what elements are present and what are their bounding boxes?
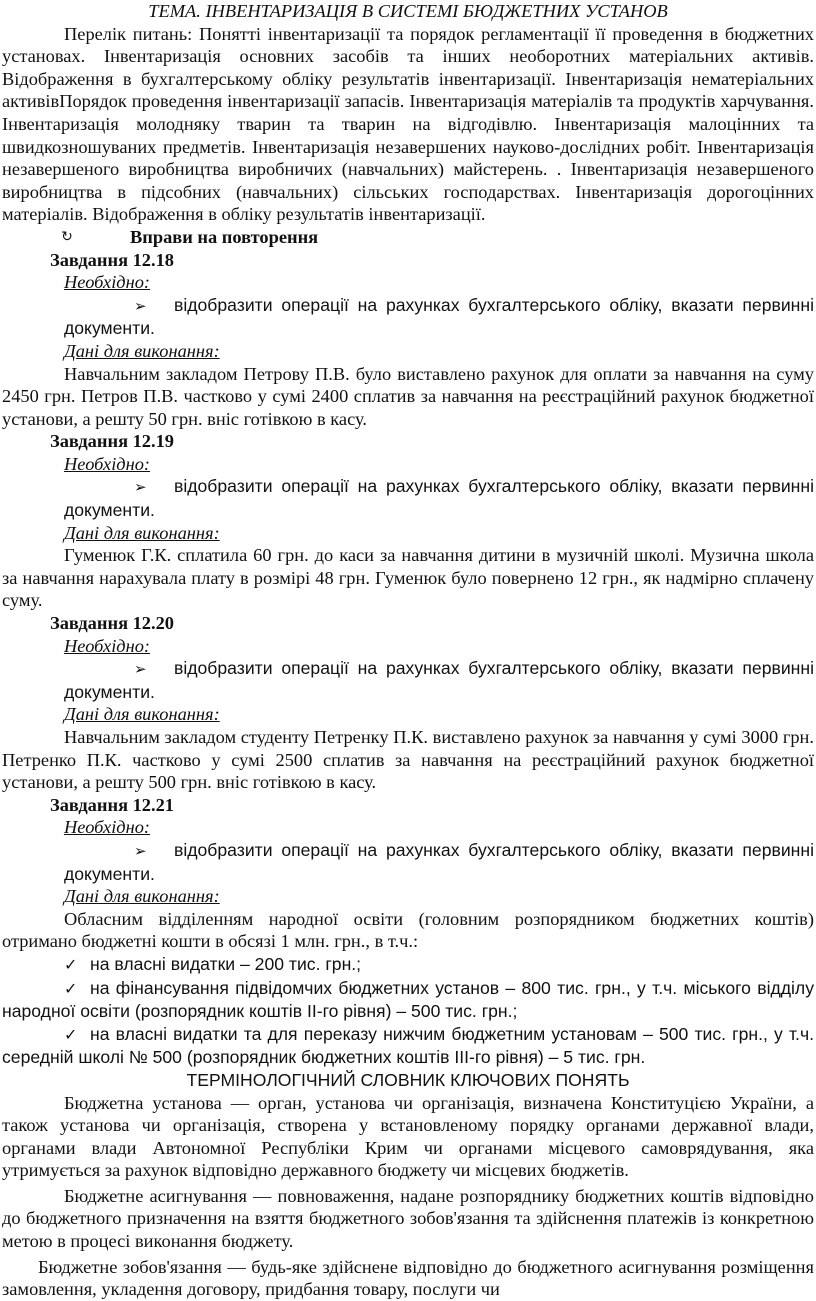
required-label: Необхідно: xyxy=(64,453,151,474)
glossary-entry: Бюджетна установа — орган, установа чи організація, визначена Конституцією України, а також установа чи організація, створена у встановленому порядку органами державної влади, органами влади Автономної Республіки Крим чи органами місцевого самоврядування, яка утримується за рахунок відповідно державного бюджету чи місцевих бюджетів. xyxy=(2,1092,814,1181)
data-label: Дані для виконання: xyxy=(64,704,220,725)
refresh-icon: ↻ xyxy=(61,228,73,245)
checkmark-icon: ✓ xyxy=(64,1024,78,1044)
glossary-entry: Бюджетне зобов'язання — будь-яке здійснене відповідно до бюджетного асигнування розміщення замовлення, укладення договору, придбання товару, послуги чи xyxy=(2,1256,814,1300)
checkmark-icon: ✓ xyxy=(64,954,78,974)
required-text: ➢ відобразити операції на рахунках бухгалтерського обліку, вказати первинні документи. xyxy=(64,476,814,521)
task-title: Завдання 12.20 xyxy=(50,613,174,634)
task-title: Завдання 12.18 xyxy=(50,249,174,270)
topic-title: ТЕМА. ІНВЕНТАРИЗАЦІЯ В СИСТЕМІ БЮДЖЕТНИХ УСТАНОВ xyxy=(148,1,668,21)
required-label: Необхідно: xyxy=(64,635,151,656)
data-label: Дані для виконання: xyxy=(64,340,220,361)
task-title: Завдання 12.21 xyxy=(50,794,174,815)
checkmark-icon: ✓ xyxy=(64,978,78,998)
required-label: Необхідно: xyxy=(64,817,151,838)
list-item: ✓ на фінансування підвідомчих бюджетних установ – 800 тис. грн., у т.ч. міського відділу народної освіти (розпорядник коштів ІІ-го рівня) – 500 тис. грн.; xyxy=(2,977,814,1022)
questions-list: Перелік питань: Понятті інвентаризації та порядок регламентації її проведення в бюджетних установах. Інвентаризація основних засобів та інших необоротних матеріальних активів. Відображення в бухгалтерському обліку результатів інвентаризації. Інвентаризація нематеріальних активівПорядок проведення інвентаризації запасів. Інвентаризація матеріалів та продуктів харчування. Інвентаризація молодняку тварин та тварин на відгодівлю. Інвентаризація малоцінних та швидкозношуваних предметів. Інвентаризація незавершених науково-дослідних робіт. Інвентаризація незавершеного виробництва виробничих (навчальних) майстерень. . Інвентаризація незавершеного виробництва в підсобних (навчальних) сільських господарствах. Інвентаризація дорогоцінних матеріалів. Відображення в обліку результатів інвентаризації. xyxy=(2,23,814,225)
arrow-bullet-icon: ➢ xyxy=(134,296,147,315)
list-item: ✓ на власні видатки – 200 тис. грн.; xyxy=(2,953,814,977)
arrow-bullet-icon: ➢ xyxy=(134,478,147,497)
task-data-text: Обласним відділенням народної освіти (головним розпорядником бюджетних коштів) отримано бюджетні кошти в обсязі 1 млн. грн., в т.ч.: xyxy=(2,908,814,952)
task-data-text: Навчальним закладом Петрову П.В. було виставлено рахунок для оплати за навчання на суму 2450 грн. Петров П.В. частково у сумі 2400 сплатив за навчання на реєстраційний рахунок бюджетної установи, а решту 50 грн. вніс готівкою в касу. xyxy=(2,363,814,429)
task-data-text: Навчальним закладом студенту Петренку П.К. виставлено рахунок за навчання у сумі 3000 грн. Петренко П.К. частково у сумі 2500 сплатив за навчання на реєстраційний рахунок бюджетної установи, а решту 500 грн. вніс готівкою в касу. xyxy=(2,727,814,793)
list-item: ✓ на власні видатки та для переказу нижчим бюджетним установам – 500 тис. грн., у т.ч. середній школі № 500 (розпорядник бюджетних коштів ІІІ-го рівня) – 5 тис. грн. xyxy=(2,1023,814,1068)
exercises-heading xyxy=(2,226,814,249)
required-text: ➢ відобразити операції на рахунках бухгалтерського обліку, вказати первинні документи. xyxy=(64,294,814,339)
glossary-title: ТЕРМІНОЛОГІЧНИЙ СЛОВНИК КЛЮЧОВИХ ПОНЯТЬ xyxy=(186,1069,630,1090)
task-title: Завдання 12.19 xyxy=(50,431,174,452)
exercises-heading-text: Вправи на повторення xyxy=(130,226,319,247)
glossary-entry: Бюджетне асигнування — повноваження, надане розпоряднику бюджетних коштів відповідно до бюджетного призначення на взяття бюджетного зобов'язання та здійснення платежів із конкретною метою в процесі виконання бюджету. xyxy=(2,1185,814,1252)
document-page xyxy=(2,0,814,1301)
required-text: ➢ відобразити операції на рахунках бухгалтерського обліку, вказати первинні документи. xyxy=(64,658,814,702)
data-label: Дані для виконання: xyxy=(64,522,220,543)
required-label: Необхідно: xyxy=(64,272,151,293)
task-data-text: Гуменюк Г.К. сплатила 60 грн. до каси за навчання дитини в музичній школі. Музична школа за навчання нарахувала плату в розмірі 48 грн. Гуменюк було повернено 12 грн., як надмірно сплачену суму. xyxy=(2,545,814,611)
arrow-bullet-icon: ➢ xyxy=(134,841,147,860)
data-label: Дані для виконання: xyxy=(64,886,220,907)
arrow-bullet-icon: ➢ xyxy=(134,660,147,679)
required-text: ➢ відобразити операції на рахунках бухгалтерського обліку, вказати первинні документи. xyxy=(64,839,814,884)
